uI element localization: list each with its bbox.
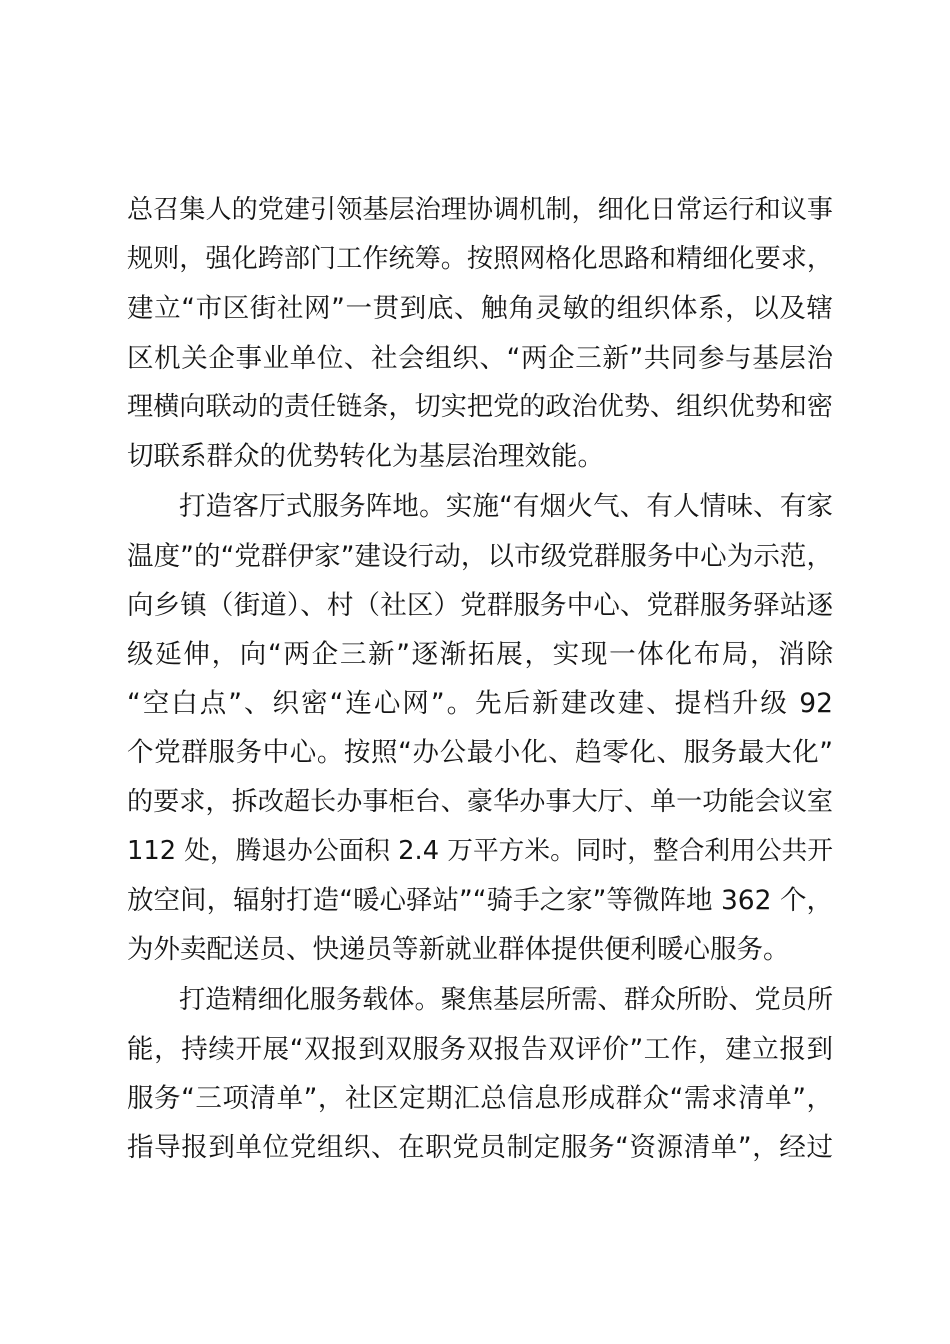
text-line: 总召集人的党建引领基层治理协调机制，细化日常运行和议事 [127, 195, 833, 225]
text-line: 温度”的“党群伊家”建设行动，以市级党群服务中心为示范， [127, 540, 833, 572]
text-line: 为外卖配送员、快递员等新就业群体提供便利暖心服务。 [127, 934, 790, 966]
text-line: 打造客厅式服务阵地。实施“有烟火气、有人情味、有家 [179, 491, 833, 523]
text-line: 级延伸，向“两企三新”逐渐拓展，实现一体化布局，消除 [127, 638, 833, 670]
paragraph-3 [127, 976, 833, 1173]
text-line: 指导报到单位党组织、在职党员制定服务“资源清单”，经过 [127, 1132, 833, 1164]
text-line: 个党群服务中心。按照“办公最小化、趋零化、服务最大化” [127, 737, 833, 769]
text-line: 的要求，拆改超长办事柜台、豪华办事大厅、单一功能会议室 [127, 786, 833, 817]
body-text [127, 186, 833, 1172]
text-line: 规则，强化跨部门工作统筹。按照网格化思路和精细化要求， [127, 244, 833, 275]
paragraph-1 [127, 186, 833, 481]
text-line: 能，持续开展“双报到双服务双报告双评价”工作，建立报到 [127, 1033, 833, 1065]
text-line: 理横向联动的责任链条，切实把党的政治优势、组织优势和密 [127, 391, 833, 422]
text-line: 向乡镇（街道）、村（社区）党群服务中心、党群服务驿站逐 [127, 589, 833, 621]
text-line: 打造精细化服务载体。聚焦基层所需、群众所盼、党员所 [179, 984, 833, 1015]
text-line: 112 处，腾退办公面积 2.4 万平方米。同时，整合利用公共开 [127, 835, 833, 866]
text-line: 切联系群众的优势转化为基层治理效能。 [127, 440, 604, 472]
paragraph-2 [127, 482, 833, 974]
text-line: 放空间，辐射打造“暖心驿站”“骑手之家”等微阵地 362 个， [127, 884, 833, 916]
text-line: “空白点”、织密“连心网”。先后新建改建、提档升级 92 [127, 688, 833, 720]
text-line: 服务“三项清单”，社区定期汇总信息形成群众“需求清单”， [127, 1082, 833, 1114]
text-line: 建立“市区街社网”一贯到底、触角灵敏的组织体系，以及辖 [127, 293, 833, 325]
text-line: 区机关企事业单位、社会组织、“两企三新”共同参与基层治 [127, 342, 833, 374]
